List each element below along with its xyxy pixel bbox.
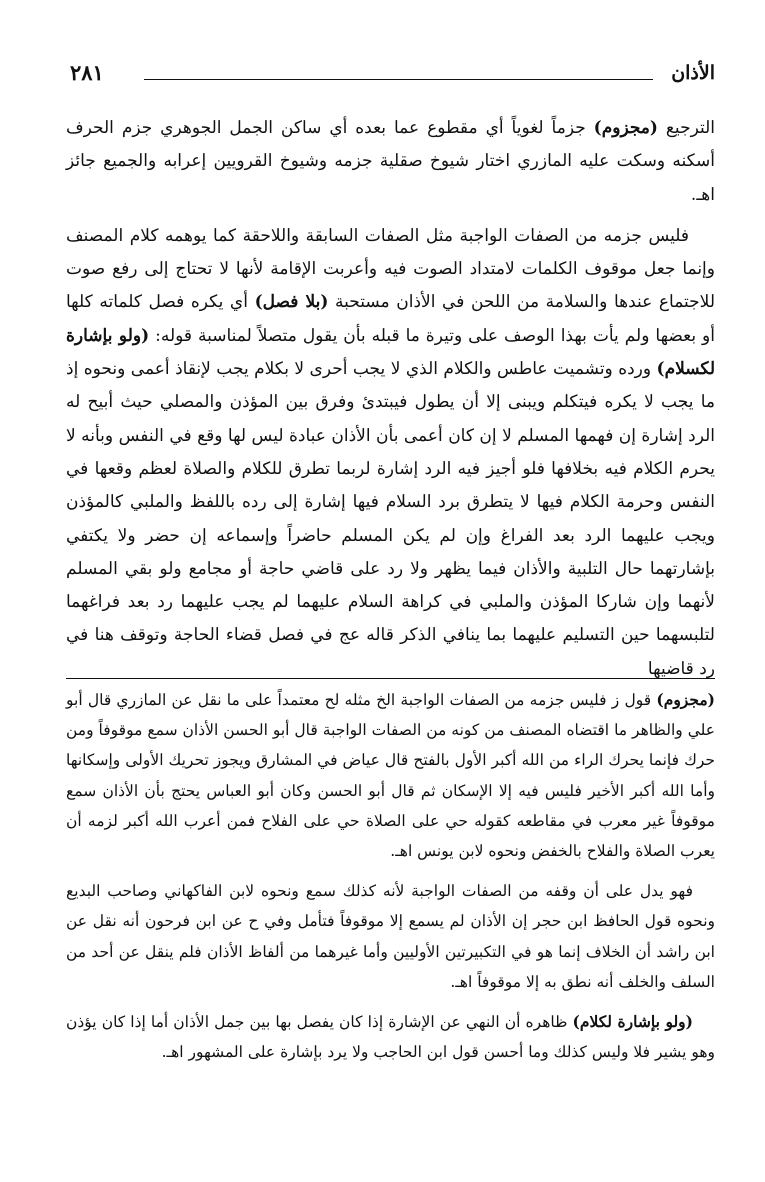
text-run: قول ز فليس جزمه من الصفات الواجبة الخ مثله لح معتمداً على ما نقل عن المازري قال أبو علي والظاهر ما اقتضاه المصنف من كونه من الصفات الواجبة قال أبو الحسن الأذان سمع موقوفاً ومن حرك فإنما يحرك الراء من الله أكبر الأول بالفتح قال عياض في المشارق ويجوز تحريك الأولى وإسكانها وأما الله أكبر الأخير فليس فيه إلا الإسكان ثم قال أبو الحسن وكان أبو العباس يحتج بأن الأذان سمع موقوفاً غير معرب في مقاطعه كقوله حي على الصلاة حي على الفلاح فمن أعرب الله أكبر لزمه أن يعرب الصلاة والفلاح بالخفض ونحوه لابن يونس اهـ. [66,691,715,861]
main-text [66,112,715,686]
text-run: ورده وتشميت عاطس والكلام الذي لا يجب أحرى لا بكلام يجب لإنقاذ أعمى ونحوه إذ ما يجب لا يكره فيتكلم ويبنى إلا أن يطول فيبتدئ وفرق بين المؤذن والمصلي حيث أبيح له الرد إشارة إن فهمها المسلم لا إن كان أعمى بأن الأذان عبادة ليس لها وقع في النفس وبأنه لا يحرم الكلام فيه بخلافها فلو أجيز فيه الرد إشارة لربما تطرق للكلام والصلاة لعظم وقعها في النفس وحرمة الكلام فيها لا يتطرق برد السلام فيها إشارة إلى رده باللفظ والملبي كالمؤذن ويجب عليهما الرد بعد الفراغ وإن لم يكن المسلم حاضراً وإسماعه إن حضر ولا يكتفي بإشارتهما حال التلبية والأذان فيما يظهر ولا رد على قاضي حاجة أو مجامع ولو بقي المسلم لأنهما وإن شاركا المؤذن والملبي في كراهة السلام عليهما لم يجب عليهما رد بعد فراغهما لتلبسهما حين التسليم عليهما بما ينافي الذكر قاله عج في فصل قضاء الحاجة وتوقف هنا في رد قاضيها [66,359,715,679]
text-run: ظاهره أن النهي عن الإشارة إذا كان يفصل بها بين جمل الأذان أما إذا كان يؤذن وهو يشير فلا وليس كذلك وما أحسن قول ابن الحاجب ولا يرد بإشارة على المشهور اهـ. [66,1013,715,1062]
bold-term: (مجزوم) [656,690,715,709]
main-paragraph-1 [66,112,715,212]
bold-term: (بلا فصل) [254,292,329,313]
text-run: فليس جزمه من الصفات الواجبة مثل الصفات السابقة واللاحقة كما يوهمه كلام المصنف وإنما جعل موقوف الكلمات لامتداد الصوت فيه وأعربت الإقامة لأنها لا تحتاج إلى رفع صوت للاجتماع عندها والسلامة من اللحن في الأذان مستحبة [66,225,716,313]
running-title: الأذان [671,62,715,84]
footnote-paragraph-2 [66,876,715,997]
main-paragraph-2 [66,220,715,686]
text-run: الترجيع [657,118,715,138]
footnote-separator [66,678,715,679]
page-number: ٢٨١ [70,60,104,85]
text-run: فهو يدل على أن وقفه من الصفات الواجبة لأنه كذلك سمع ونحوه لابن الفاكهاني وصاحب البديع ونحوه قول الحافظ ابن حجر إن الأذان لم يسمع إلا موقوفاً فتأمل وفي ح عن ابن فرحون أنه نقل عن ابن راشد أن الخلاف إنما هو في التكبيرتين الأوليين وأما غيرهما من ألفاظ الأذان فلم ينقل عن أحد من السلف والخلف أنه نطق به إلا موقوفاً اهـ. [66,882,715,991]
footnote-paragraph-3 [66,1007,715,1067]
footnote-paragraph-1 [66,685,715,866]
text-run: أي يكره فصل كلماته كلها أو بعضها ولم يأت بهذا الوصف على وتيرة ما قبله بأن يقول متصلاً لمناسبة قوله: [66,292,715,346]
bold-term: (ولو بإشارة لكلام) [572,1012,693,1032]
bold-term: (ولو بإشارة لكسلام) [66,325,715,380]
bold-term: (مجزوم) [593,118,658,138]
footnotes [66,685,715,1067]
text-run: جزماً لغوياً أي مقطوع عما بعده أي ساكن الجمل الجوهري جزم الحرف أسكنه وسكت عليه المازري اختار شيوخ صقلية جزمه وشيوخ القرويين إعرابه والجميع جائز اهـ. [66,118,715,205]
page-header [70,60,715,94]
header-rule [144,79,653,80]
